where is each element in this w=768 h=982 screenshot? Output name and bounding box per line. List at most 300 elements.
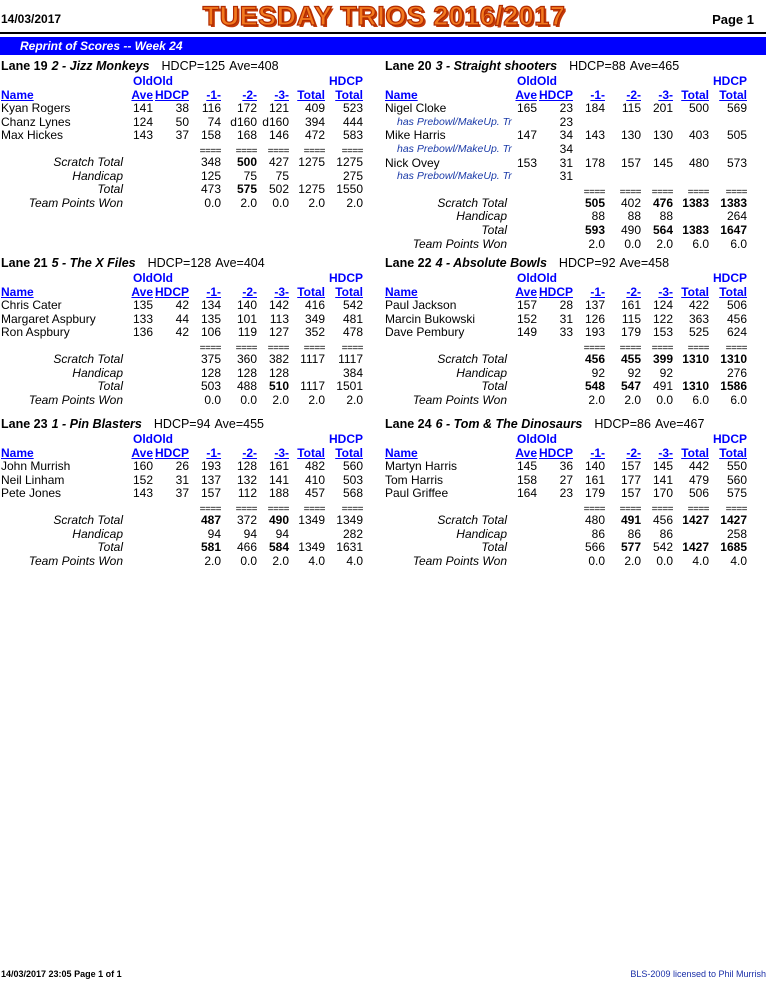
handicap-row-label: Handicap xyxy=(72,365,123,380)
player-htotal: 481 xyxy=(342,311,363,326)
player-g2: 157 xyxy=(620,486,641,501)
scratch-g3: 490 xyxy=(268,512,289,527)
handicap-g2: 128 xyxy=(236,365,257,380)
team-points-row xyxy=(1,555,381,569)
player-htotal: 444 xyxy=(342,114,363,129)
total-row-label: Total xyxy=(481,540,507,555)
col-total: Total xyxy=(297,445,325,460)
separator-total: ==== xyxy=(687,342,709,354)
team-name: 2 - Jizz Monkeys xyxy=(51,59,150,73)
total-g2: 547 xyxy=(620,379,641,394)
col-old-hdcp-top: Old xyxy=(537,432,557,446)
player-g3: 146 xyxy=(268,128,289,143)
separator-total: ==== xyxy=(303,342,325,354)
player-htotal: 503 xyxy=(342,472,363,487)
player-g2: 161 xyxy=(620,298,641,313)
player-g3: 122 xyxy=(652,311,673,326)
points-total: 2.0 xyxy=(308,392,325,407)
player-g2: 177 xyxy=(620,472,641,487)
points-g3: 0.0 xyxy=(656,553,673,568)
col-ave: Ave xyxy=(131,445,153,460)
team-handicap: HDCP=88 xyxy=(569,59,626,73)
col-game-3: -3- xyxy=(274,87,289,102)
player-g2: 179 xyxy=(620,325,641,340)
points-htotal: 2.0 xyxy=(346,195,363,210)
player-name: Pete Jones xyxy=(1,486,62,501)
player-total: 525 xyxy=(688,325,709,340)
handicap-g3: 88 xyxy=(659,209,673,224)
header-rule xyxy=(0,32,766,34)
player-g3: 170 xyxy=(652,486,673,501)
points-g2: 2.0 xyxy=(624,392,641,407)
col-game-1: -1- xyxy=(206,87,221,102)
team-name: 4 - Absolute Bowls xyxy=(435,256,547,270)
separator-g1: ==== xyxy=(583,503,605,515)
col-game-2: -2- xyxy=(242,284,257,299)
player-g1: 184 xyxy=(584,101,605,116)
player-g1: 179 xyxy=(584,486,605,501)
player-total: 482 xyxy=(304,459,325,474)
team-points-row xyxy=(1,197,381,211)
player-g3: 188 xyxy=(268,486,289,501)
col-hdcp: HDCP xyxy=(154,284,189,299)
total-g3: 491 xyxy=(652,379,673,394)
player-ave: 165 xyxy=(516,101,537,116)
points-g1: 2.0 xyxy=(204,553,221,568)
points-g1: 2.0 xyxy=(588,236,605,251)
column-header-top xyxy=(1,75,381,89)
col-hdcp-total: Total xyxy=(719,87,747,102)
col-hdcp: HDCP xyxy=(538,284,573,299)
lane-19 xyxy=(1,59,381,210)
col-name: Name xyxy=(1,87,34,102)
team-points-row xyxy=(1,394,381,408)
player-g3: 124 xyxy=(652,298,673,313)
footer-print-info: 14/03/2017 23:05 Page 1 of 1 xyxy=(1,969,122,979)
col-ave: Ave xyxy=(515,87,537,102)
scratch-total-row xyxy=(1,156,381,170)
col-name: Name xyxy=(385,445,418,460)
player-name: Paul Griffee xyxy=(385,486,449,501)
scratch-g3: 456 xyxy=(652,512,673,527)
col-old-ave-top: Old xyxy=(133,271,153,285)
points-g2: 0.0 xyxy=(624,236,641,251)
col-old-ave-top: Old xyxy=(133,74,153,88)
player-row xyxy=(385,474,765,488)
team-handicap: HDCP=94 xyxy=(153,417,211,431)
player-g1: 135 xyxy=(200,311,221,326)
column-header xyxy=(385,447,765,461)
lane-24 xyxy=(385,417,765,568)
col-game-1: -1- xyxy=(206,284,221,299)
player-row xyxy=(385,313,765,327)
separator-g2: ==== xyxy=(619,342,641,354)
col-name: Name xyxy=(1,284,34,299)
column-header xyxy=(385,89,765,103)
player-name: Dave Pembury xyxy=(385,325,465,340)
team-name: 1 - Pin Blasters xyxy=(51,417,142,431)
prebowl-note-row xyxy=(385,170,765,184)
col-hdcp-total: Total xyxy=(719,445,747,460)
player-hdcp: 31 xyxy=(559,311,573,326)
total-g3: 564 xyxy=(652,222,673,237)
player-ave: 160 xyxy=(132,459,153,474)
scratch-total-row-label: Scratch Total xyxy=(53,512,123,527)
player-name: Marcin Bukowski xyxy=(385,311,476,326)
separator-htotal: ==== xyxy=(725,342,747,354)
col-hdcp-total: Total xyxy=(335,87,363,102)
player-name: Nick Ovey xyxy=(385,155,440,170)
player-total: 416 xyxy=(304,298,325,313)
prebowl-hdcp: 34 xyxy=(559,141,573,156)
player-total: 472 xyxy=(304,128,325,143)
scratch-htotal: 1383 xyxy=(720,195,747,210)
player-g3: 145 xyxy=(652,459,673,474)
scratch-g3: 399 xyxy=(652,351,673,366)
team-points-row-label: Team Points Won xyxy=(412,392,507,407)
handicap-g2: 92 xyxy=(627,365,641,380)
points-g2: 2.0 xyxy=(240,195,257,210)
player-hdcp: 36 xyxy=(559,459,573,474)
player-g3: 142 xyxy=(268,298,289,313)
player-hdcp: 37 xyxy=(175,128,189,143)
separator-total: ==== xyxy=(687,186,709,198)
team-average: Ave=458 xyxy=(619,256,670,270)
team-points-row xyxy=(385,394,765,408)
col-game-3: -3- xyxy=(658,87,673,102)
total-total: 1427 xyxy=(682,540,709,555)
points-g2: 0.0 xyxy=(240,392,257,407)
player-row xyxy=(1,102,381,116)
points-g3: 2.0 xyxy=(272,392,289,407)
player-g1: 126 xyxy=(584,311,605,326)
handicap-g2: 75 xyxy=(243,168,257,183)
player-hdcp: 31 xyxy=(559,155,573,170)
scratch-g3: 427 xyxy=(268,154,289,169)
total-g2: 466 xyxy=(236,540,257,555)
total-g3: 584 xyxy=(268,540,289,555)
player-row xyxy=(1,116,381,130)
player-total: 410 xyxy=(304,472,325,487)
player-name: Max Hickes xyxy=(1,128,64,143)
total-g1: 566 xyxy=(584,540,605,555)
player-name: Margaret Aspbury xyxy=(1,311,96,326)
footer-license: BLS-2009 licensed to Phil Murrish xyxy=(630,969,766,979)
prebowl-hdcp: 23 xyxy=(559,114,573,129)
team-handicap: HDCP=125 xyxy=(161,59,226,73)
scratch-g2: 402 xyxy=(620,195,641,210)
separator-g2: ==== xyxy=(235,145,257,157)
column-header-top xyxy=(385,272,765,286)
player-g3: 153 xyxy=(652,325,673,340)
handicap-htotal: 384 xyxy=(342,365,363,380)
player-hdcp: 38 xyxy=(175,101,189,116)
separator-g2: ==== xyxy=(235,342,257,354)
total-row xyxy=(1,183,381,197)
col-old-hdcp-top: Old xyxy=(153,271,173,285)
total-htotal: 1586 xyxy=(720,379,747,394)
scratch-g3: 382 xyxy=(268,351,289,366)
player-name: Neil Linham xyxy=(1,472,65,487)
col-old-ave-top: Old xyxy=(517,432,537,446)
handicap-g1: 92 xyxy=(591,365,605,380)
col-old-hdcp-top: Old xyxy=(153,432,173,446)
total-total: 1383 xyxy=(682,222,709,237)
col-game-2: -2- xyxy=(242,87,257,102)
player-row xyxy=(385,326,765,340)
player-name: Martyn Harris xyxy=(385,459,458,474)
points-total: 6.0 xyxy=(692,236,709,251)
player-htotal: 573 xyxy=(726,155,747,170)
col-game-3: -3- xyxy=(274,284,289,299)
player-name: Ron Aspbury xyxy=(1,325,70,340)
prebowl-note: has Prebowl/MakeUp. Tr xyxy=(397,170,512,183)
scratch-total-row-label: Scratch Total xyxy=(437,351,507,366)
lane-header xyxy=(1,59,381,74)
handicap-g2: 86 xyxy=(627,526,641,541)
player-htotal: 505 xyxy=(726,128,747,143)
player-g1: 106 xyxy=(200,325,221,340)
player-row xyxy=(385,460,765,474)
prebowl-note-row xyxy=(385,116,765,130)
handicap-g3: 86 xyxy=(659,526,673,541)
lane-23 xyxy=(1,417,381,568)
player-g1: 140 xyxy=(584,459,605,474)
points-total: 2.0 xyxy=(308,195,325,210)
player-g1: 143 xyxy=(584,128,605,143)
total-row xyxy=(385,541,765,555)
total-g2: 490 xyxy=(620,222,641,237)
player-g1: 193 xyxy=(584,325,605,340)
player-row xyxy=(385,129,765,143)
points-g1: 0.0 xyxy=(204,392,221,407)
separator-g1: ==== xyxy=(583,342,605,354)
scratch-total-row xyxy=(1,514,381,528)
col-game-1: -1- xyxy=(590,445,605,460)
player-htotal: 456 xyxy=(726,311,747,326)
lane-number: Lane 20 xyxy=(385,59,432,73)
handicap-htotal: 258 xyxy=(726,526,747,541)
player-hdcp: 28 xyxy=(559,298,573,313)
player-ave: 147 xyxy=(516,128,537,143)
total-row-label: Total xyxy=(97,379,123,394)
player-g1: 193 xyxy=(200,459,221,474)
player-hdcp: 33 xyxy=(559,325,573,340)
scratch-g2: 372 xyxy=(236,512,257,527)
handicap-row-label: Handicap xyxy=(456,526,507,541)
col-hdcp: HDCP xyxy=(154,87,189,102)
lane-header xyxy=(1,256,381,271)
player-g2: 157 xyxy=(620,155,641,170)
player-g2: 119 xyxy=(237,325,257,340)
player-htotal: 575 xyxy=(726,486,747,501)
separator-g3: ==== xyxy=(651,503,673,515)
team-name: 6 - Tom & The Dinosaurs xyxy=(435,417,583,431)
points-g1: 0.0 xyxy=(588,553,605,568)
player-hdcp: 23 xyxy=(559,486,573,501)
col-old-hdcp-top: Old xyxy=(537,271,557,285)
player-row xyxy=(385,487,765,501)
scratch-g1: 348 xyxy=(200,154,221,169)
player-g1: 161 xyxy=(584,472,605,487)
separator-g3: ==== xyxy=(651,186,673,198)
lane-number: Lane 23 xyxy=(1,417,48,431)
total-g3: 510 xyxy=(268,379,289,394)
player-g2: 157 xyxy=(620,459,641,474)
handicap-htotal: 275 xyxy=(342,168,363,183)
team-points-row-label: Team Points Won xyxy=(28,195,123,210)
col-hdcp-total-top: HDCP xyxy=(712,432,747,446)
col-total: Total xyxy=(681,445,709,460)
player-hdcp: 50 xyxy=(175,114,189,129)
lane-header xyxy=(385,417,765,432)
column-header-top xyxy=(385,433,765,447)
col-ave: Ave xyxy=(515,284,537,299)
handicap-g1: 128 xyxy=(200,365,221,380)
player-hdcp: 37 xyxy=(175,486,189,501)
points-g2: 0.0 xyxy=(240,553,257,568)
player-ave: 153 xyxy=(516,155,537,170)
scratch-total-row xyxy=(385,514,765,528)
scratch-htotal: 1275 xyxy=(336,154,363,169)
col-name: Name xyxy=(1,445,34,460)
scratch-g1: 375 xyxy=(200,351,221,366)
player-row xyxy=(1,474,381,488)
separator-htotal: ==== xyxy=(341,145,363,157)
total-row xyxy=(1,541,381,555)
player-row xyxy=(385,102,765,116)
team-name: 5 - The X Files xyxy=(51,256,136,270)
total-g3: 502 xyxy=(268,182,289,197)
handicap-row-label: Handicap xyxy=(456,365,507,380)
player-g3: 201 xyxy=(652,101,673,116)
points-total: 4.0 xyxy=(308,553,325,568)
player-htotal: 583 xyxy=(342,128,363,143)
total-g1: 593 xyxy=(584,222,605,237)
handicap-row xyxy=(1,170,381,184)
team-points-row xyxy=(385,238,765,252)
scratch-total: 1275 xyxy=(298,154,325,169)
points-htotal: 4.0 xyxy=(346,553,363,568)
player-g1: 158 xyxy=(200,128,221,143)
player-g2: d160 xyxy=(230,114,257,129)
scratch-g1: 456 xyxy=(584,351,605,366)
total-row xyxy=(385,380,765,394)
total-htotal: 1685 xyxy=(720,540,747,555)
player-g3: 121 xyxy=(268,101,289,116)
player-total: 352 xyxy=(304,325,325,340)
handicap-g1: 86 xyxy=(591,526,605,541)
team-name: 3 - Straight shooters xyxy=(435,59,558,73)
separator-g1: ==== xyxy=(199,503,221,515)
col-game-2: -2- xyxy=(626,445,641,460)
total-total: 1310 xyxy=(682,379,709,394)
total-row-label: Total xyxy=(481,222,507,237)
handicap-g2: 94 xyxy=(243,526,257,541)
col-hdcp-total-top: HDCP xyxy=(328,271,363,285)
scratch-total-row xyxy=(385,353,765,367)
handicap-row-label: Handicap xyxy=(72,168,123,183)
player-g2: 168 xyxy=(236,128,257,143)
total-htotal: 1501 xyxy=(336,379,363,394)
team-handicap: HDCP=86 xyxy=(594,417,651,431)
player-ave: 133 xyxy=(132,311,153,326)
player-g1: 137 xyxy=(200,472,221,487)
col-game-1: -1- xyxy=(206,445,221,460)
player-total: 457 xyxy=(304,486,325,501)
player-name: Chanz Lynes xyxy=(1,114,71,129)
scratch-total-row-label: Scratch Total xyxy=(437,195,507,210)
player-ave: 143 xyxy=(132,486,153,501)
player-total: 500 xyxy=(688,101,709,116)
col-old-ave-top: Old xyxy=(517,74,537,88)
team-handicap: HDCP=128 xyxy=(147,256,212,270)
player-ave: 141 xyxy=(132,101,153,116)
col-game-2: -2- xyxy=(626,284,641,299)
scratch-g1: 487 xyxy=(200,512,221,527)
col-total: Total xyxy=(297,284,325,299)
col-ave: Ave xyxy=(515,445,537,460)
handicap-htotal: 282 xyxy=(342,526,363,541)
separator-g1: ==== xyxy=(199,145,221,157)
player-name: Chris Cater xyxy=(1,298,62,313)
column-header-top xyxy=(385,75,765,89)
player-total: 442 xyxy=(688,459,709,474)
separator-htotal: ==== xyxy=(725,186,747,198)
team-points-row-label: Team Points Won xyxy=(28,392,123,407)
player-ave: 145 xyxy=(516,459,537,474)
player-g1: 116 xyxy=(201,101,221,116)
total-htotal: 1631 xyxy=(336,540,363,555)
col-game-3: -3- xyxy=(658,284,673,299)
report-date: 14/03/2017 xyxy=(1,12,62,26)
scratch-htotal: 1310 xyxy=(720,351,747,366)
player-name: Mike Harris xyxy=(385,128,446,143)
team-points-row xyxy=(385,555,765,569)
player-g3: 130 xyxy=(652,128,673,143)
separator-total: ==== xyxy=(303,145,325,157)
col-total: Total xyxy=(681,87,709,102)
total-row xyxy=(1,380,381,394)
prebowl-note: has Prebowl/MakeUp. Tr xyxy=(397,115,512,128)
team-points-row-label: Team Points Won xyxy=(412,553,507,568)
col-old-ave-top: Old xyxy=(133,432,153,446)
scratch-total: 1310 xyxy=(682,351,709,366)
total-htotal: 1647 xyxy=(720,222,747,237)
scratch-total: 1427 xyxy=(682,512,709,527)
scratch-g2: 491 xyxy=(620,512,641,527)
player-htotal: 506 xyxy=(726,298,747,313)
player-row xyxy=(385,157,765,171)
total-g3: 542 xyxy=(652,540,673,555)
player-g1: 157 xyxy=(200,486,221,501)
player-ave: 152 xyxy=(516,311,537,326)
prebowl-note-row xyxy=(385,143,765,157)
scratch-total-row xyxy=(1,353,381,367)
lane-header xyxy=(385,59,765,74)
scratch-total: 1383 xyxy=(682,195,709,210)
player-ave: 124 xyxy=(132,114,153,129)
player-row xyxy=(1,129,381,143)
player-hdcp: 26 xyxy=(175,459,189,474)
player-g1: 74 xyxy=(207,114,221,129)
team-average: Ave=404 xyxy=(215,256,265,270)
handicap-row xyxy=(385,210,765,224)
separator-g3: ==== xyxy=(651,342,673,354)
player-g3: 161 xyxy=(268,459,289,474)
team-average: Ave=467 xyxy=(654,417,705,431)
player-ave: 143 xyxy=(132,128,153,143)
